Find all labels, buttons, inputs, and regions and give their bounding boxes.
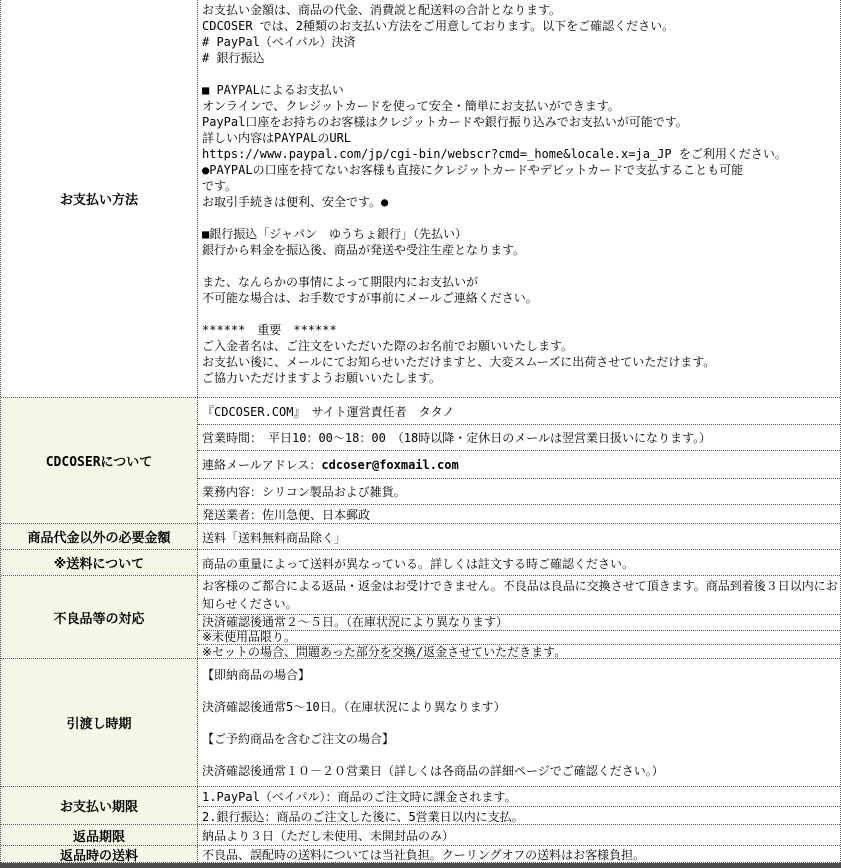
defective-set-text: ※セットの場合、問題あった部分を交換/返金させていただきます。 (198, 644, 840, 658)
business-hours-text: 営業時間： 平日10：00～18：00 （18時以降・定休日のメールは翌営業日扱いになります。） (202, 431, 712, 445)
shipper-line (198, 504, 840, 523)
contact-email-line (198, 450, 840, 478)
blank-line (202, 210, 840, 226)
shipping-note-row (1, 550, 840, 576)
site-operator-line (198, 398, 840, 424)
return-shipping-header: 返品時の送料 (1, 846, 198, 862)
deadline-bank-text: 2.銀行振込：商品のご注文した後に、5営業日以内に支払。 (198, 806, 840, 824)
text-line: お支払い後に、メールにてお知らせいただけますと、大変スムーズに出荷させていただけます。 (202, 355, 716, 369)
site-operator-text: 『CDCOSER.COM』 サイト運営責任者 タタノ (202, 404, 455, 419)
extra-fees-text: 送料「送料無料商品除く」 (202, 530, 347, 545)
defective-processing-text: 決済確認後通常２～５日。（在庫状況により異なります） (198, 614, 840, 630)
bottom-bar (0, 863, 841, 868)
text-line: 決済確認後通常5～10日。（在庫状況により異なります） (202, 700, 506, 714)
shipper-text: 発送業者：佐川急便、日本郵政 (202, 508, 371, 522)
paypal-url-text: https://www.paypal.com/jp/cgi-bin/webscr?cmd=_home&locale.x=ja_JP をご利用ください。 (202, 147, 787, 161)
text-line: ご入金者名は、ご注文をいただいた際のお名前でお願いいたします。 (202, 339, 574, 353)
return-shipping-content (198, 846, 840, 862)
blank-line (202, 258, 840, 274)
defective-row (1, 576, 840, 659)
payment-deadline-header: お支払い期限 (1, 787, 198, 824)
text-line: 【ご予約商品を含むご注文の場合】 (202, 732, 395, 746)
delivery-time-header: 引渡し時期 (1, 659, 198, 786)
text-line: ●PAYPALの口座を持てないお客様も直接にクレジットカードやデビットカードで支払することも可能 (202, 163, 744, 177)
contact-email-address: cdcoser@foxmail.com (321, 457, 459, 472)
defective-unused-text: ※未使用品限り。 (198, 630, 840, 644)
payment-method-row (1, 0, 840, 398)
return-deadline-content (198, 825, 840, 845)
text-line: 銀行から料金を振込後、商品が発送や受注生産となります。 (202, 243, 526, 257)
payment-method-content (198, 0, 840, 397)
defective-policy-text: お客様のご都合による返品・返金はお受けできません。不良品は良品に交換させて頂きます。商品到着後３日以内にお知らせください。 (202, 579, 838, 611)
about-header: CDCOSERについて (1, 398, 198, 523)
defective-header: 不良品等の対応 (1, 576, 198, 658)
payment-deadline-row (1, 787, 840, 825)
return-deadline-row (1, 825, 840, 846)
text-line: ■銀行振込「ジャパン ゆうちょ銀行」（先払い） (202, 227, 467, 241)
text-line: CDCOSER では、2種類のお支払い方法をご用意しております。以下をご確認ください。 (202, 19, 675, 33)
text-line: ■ PAYPALによるお支払い (202, 83, 344, 97)
business-hours-line (198, 424, 840, 450)
extra-fees-content (198, 524, 840, 549)
text-line: # 銀行振込 (202, 51, 265, 65)
text-line: です。 (202, 179, 238, 193)
text-line: また、なんらかの事情によって期限内にお支払いが (202, 275, 479, 289)
text-line: 詳しい内容はPAYPALのURL (202, 131, 352, 145)
contact-email-label: 連絡メールアドレス： (202, 458, 322, 472)
text-line: # PayPal（ベイパル）決済 (202, 35, 356, 49)
delivery-time-row (1, 659, 840, 787)
blank-line (202, 306, 840, 322)
deadline-paypal-text: 1.PayPal（ベイパル）：商品のご注文時に課金されます。 (202, 790, 517, 804)
text-line: PayPal口座をお持ちのお客様はクレジットカードや銀行振り込みでお支払いが可能です。 (202, 115, 688, 129)
about-content (198, 398, 840, 523)
return-shipping-row (1, 846, 840, 863)
return-deadline-header: 返品期限 (1, 825, 198, 845)
text-line: お取引手続きは便利、安全です。● (202, 195, 389, 209)
business-content-text: 業務内容：シリコン製品および雑貨。 (202, 485, 406, 499)
text-line: お支払い金額は、商品の代金、消費説と配送料の合計となります。 (202, 3, 562, 17)
text-line: 不可能な場合は、お手数ですが事前にメールご連絡ください。 (202, 291, 538, 305)
extra-fees-header: 商品代金以外の必要金額 (1, 524, 198, 549)
delivery-time-content (198, 659, 840, 786)
shipping-note-content (198, 550, 840, 575)
blank-line (202, 683, 840, 699)
text-line: ****** 重要 ****** (202, 323, 337, 337)
text-line: 決済確認後通常１０－２０営業日（詳しくは各商品の詳細ページでご確認ください。） (202, 764, 664, 778)
text-line: オンラインで、クレジットカードを使って安全・簡単にお支払いができます。 (202, 99, 620, 113)
payment-method-header: お支払い方法 (1, 0, 198, 397)
text-line: ご協力いただけますようお願いいたします。 (202, 371, 442, 385)
blank-line (202, 747, 840, 763)
defective-content (198, 576, 840, 658)
shipping-note-text: 商品の重量によって送料が異なっている。詳しくは註文する時ご確認ください。 (202, 556, 635, 571)
text-line: 【即納商品の場合】 (202, 668, 311, 682)
about-row (1, 398, 840, 524)
payment-deadline-content (198, 787, 840, 824)
extra-fees-row (1, 524, 840, 550)
shipping-note-header: ※送料について (1, 550, 198, 575)
blank-line (202, 66, 840, 82)
return-deadline-text: 納品より３日（ただし未使用、未開封品のみ） (202, 829, 455, 843)
return-shipping-text: 不良品、誤配時の送料については当社負担。クーリングオフの送料はお客様負担。 (202, 848, 646, 862)
blank-line (202, 715, 840, 731)
business-content-line (198, 478, 840, 504)
